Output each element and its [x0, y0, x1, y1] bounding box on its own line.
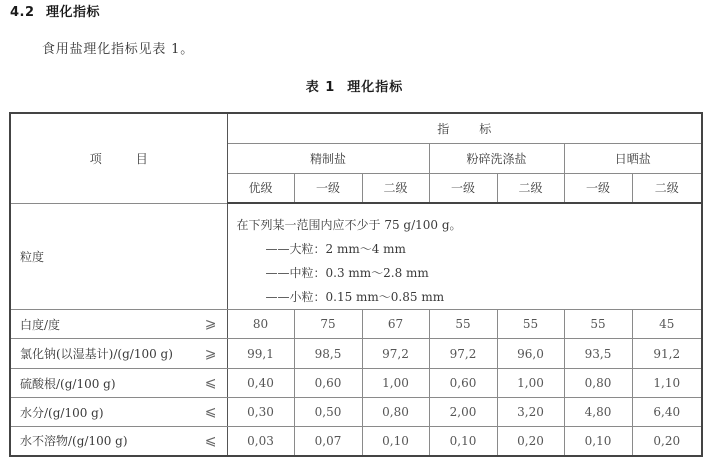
greater-equal-icon: ⩾ — [204, 316, 217, 332]
grade-header: 二级 — [362, 173, 429, 203]
table-caption — [0, 76, 709, 95]
table-cell: 0,20 — [497, 427, 564, 456]
table-row-granularity — [10, 203, 702, 310]
table-cell: 1,00 — [497, 369, 564, 398]
table-cell: 75 — [294, 310, 362, 339]
header-row-indicator — [10, 113, 702, 143]
table-cell: 0,10 — [564, 427, 632, 456]
table-cell: 0,07 — [294, 427, 362, 456]
table-cell: 0,60 — [429, 369, 497, 398]
table-cell: 0,10 — [362, 427, 429, 456]
grade-header: 一级 — [429, 173, 497, 203]
grade-header: 二级 — [497, 173, 564, 203]
table-cell: 45 — [632, 310, 702, 339]
table-cell: 6,40 — [632, 398, 702, 427]
item-header-label-b: 目 — [135, 151, 148, 166]
table-cell: 96,0 — [497, 339, 564, 369]
greater-equal-icon: ⩾ — [204, 345, 217, 362]
group-sun-dried-salt: 日晒盐 — [564, 143, 702, 173]
table-row-moisture — [10, 398, 702, 427]
group-washed-salt: 粉碎洗涤盐 — [429, 143, 564, 173]
table-cell: 2,00 — [429, 398, 497, 427]
table-cell: 0,40 — [227, 369, 294, 398]
table-cell: 0,30 — [227, 398, 294, 427]
table-row-sulfate — [10, 369, 702, 398]
granularity-option-large: ——大粒：2 mm～4 mm — [265, 242, 406, 256]
table-cell: 0,20 — [632, 427, 702, 456]
physicochemical-spec-table — [9, 112, 703, 457]
row-label-cell — [10, 427, 227, 456]
indicator-header-cell — [227, 113, 702, 143]
item-header-label-a: 项 — [89, 151, 102, 166]
grade-header: 一级 — [294, 173, 362, 203]
indicator-header-label-b: 标 — [479, 121, 492, 136]
group-refined-salt: 精制盐 — [227, 143, 429, 173]
table-row-whiteness — [10, 310, 702, 339]
granularity-option-medium: ——中粒：0.3 mm～2.8 mm — [265, 266, 429, 280]
table-cell: 0,60 — [294, 369, 362, 398]
item-header-cell — [10, 113, 227, 203]
granularity-intro: 在下列某一范围内应不少于 75 g/100 g。 — [236, 218, 462, 232]
table-cell: 55 — [497, 310, 564, 339]
grade-header: 优级 — [227, 173, 294, 203]
row-label-cell — [10, 369, 227, 398]
table-cell: 67 — [362, 310, 429, 339]
table-cell: 0,80 — [564, 369, 632, 398]
table-cell: 0,03 — [227, 427, 294, 456]
table-cell: 99,1 — [227, 339, 294, 369]
row-label: 水不溶物/(g/100 g) — [20, 434, 128, 449]
row-label: 水分/(g/100 g) — [20, 405, 104, 420]
row-label-cell — [10, 310, 227, 339]
granularity-spec — [227, 203, 702, 310]
table-title: 理化指标 — [347, 80, 404, 95]
less-equal-icon: ⩽ — [204, 432, 217, 449]
section-heading — [10, 1, 100, 20]
row-label: 氯化钠(以湿基计)/(g/100 g) — [20, 347, 173, 361]
table-number: 表 1 — [305, 80, 336, 95]
table-cell: 93,5 — [564, 339, 632, 369]
table-cell: 91,2 — [632, 339, 702, 369]
table-cell: 3,20 — [497, 398, 564, 427]
intro-paragraph: 食用盐理化指标见表 1。 — [42, 42, 195, 57]
row-label: 硫酸根/(g/100 g) — [20, 376, 116, 391]
grade-header: 二级 — [632, 173, 702, 203]
table-cell: 80 — [227, 310, 294, 339]
row-label-cell — [10, 339, 227, 369]
table-row-sodium-chloride — [10, 339, 702, 369]
table-cell: 0,80 — [362, 398, 429, 427]
table-cell: 0,50 — [294, 398, 362, 427]
table-cell: 55 — [429, 310, 497, 339]
section-number: 4.2 — [10, 5, 35, 20]
less-equal-icon: ⩽ — [204, 404, 217, 420]
table-cell: 1,10 — [632, 369, 702, 398]
section-title: 理化指标 — [46, 5, 101, 20]
table-cell: 55 — [564, 310, 632, 339]
table-cell: 0,10 — [429, 427, 497, 456]
indicator-header-label-a: 指 — [437, 121, 450, 136]
table-cell: 1,00 — [362, 369, 429, 398]
granularity-option-small: ——小粒：0.15 mm～0.85 mm — [265, 290, 445, 304]
table-row-water-insoluble — [10, 427, 702, 456]
row-label: 白度/度 — [20, 317, 61, 332]
table-cell: 4,80 — [564, 398, 632, 427]
row-label-cell — [10, 398, 227, 427]
table-cell: 97,2 — [429, 339, 497, 369]
table-cell: 98,5 — [294, 339, 362, 369]
less-equal-icon: ⩽ — [204, 375, 217, 391]
grade-header: 一级 — [564, 173, 632, 203]
table-cell: 97,2 — [362, 339, 429, 369]
row-label: 粒度 — [10, 203, 227, 310]
